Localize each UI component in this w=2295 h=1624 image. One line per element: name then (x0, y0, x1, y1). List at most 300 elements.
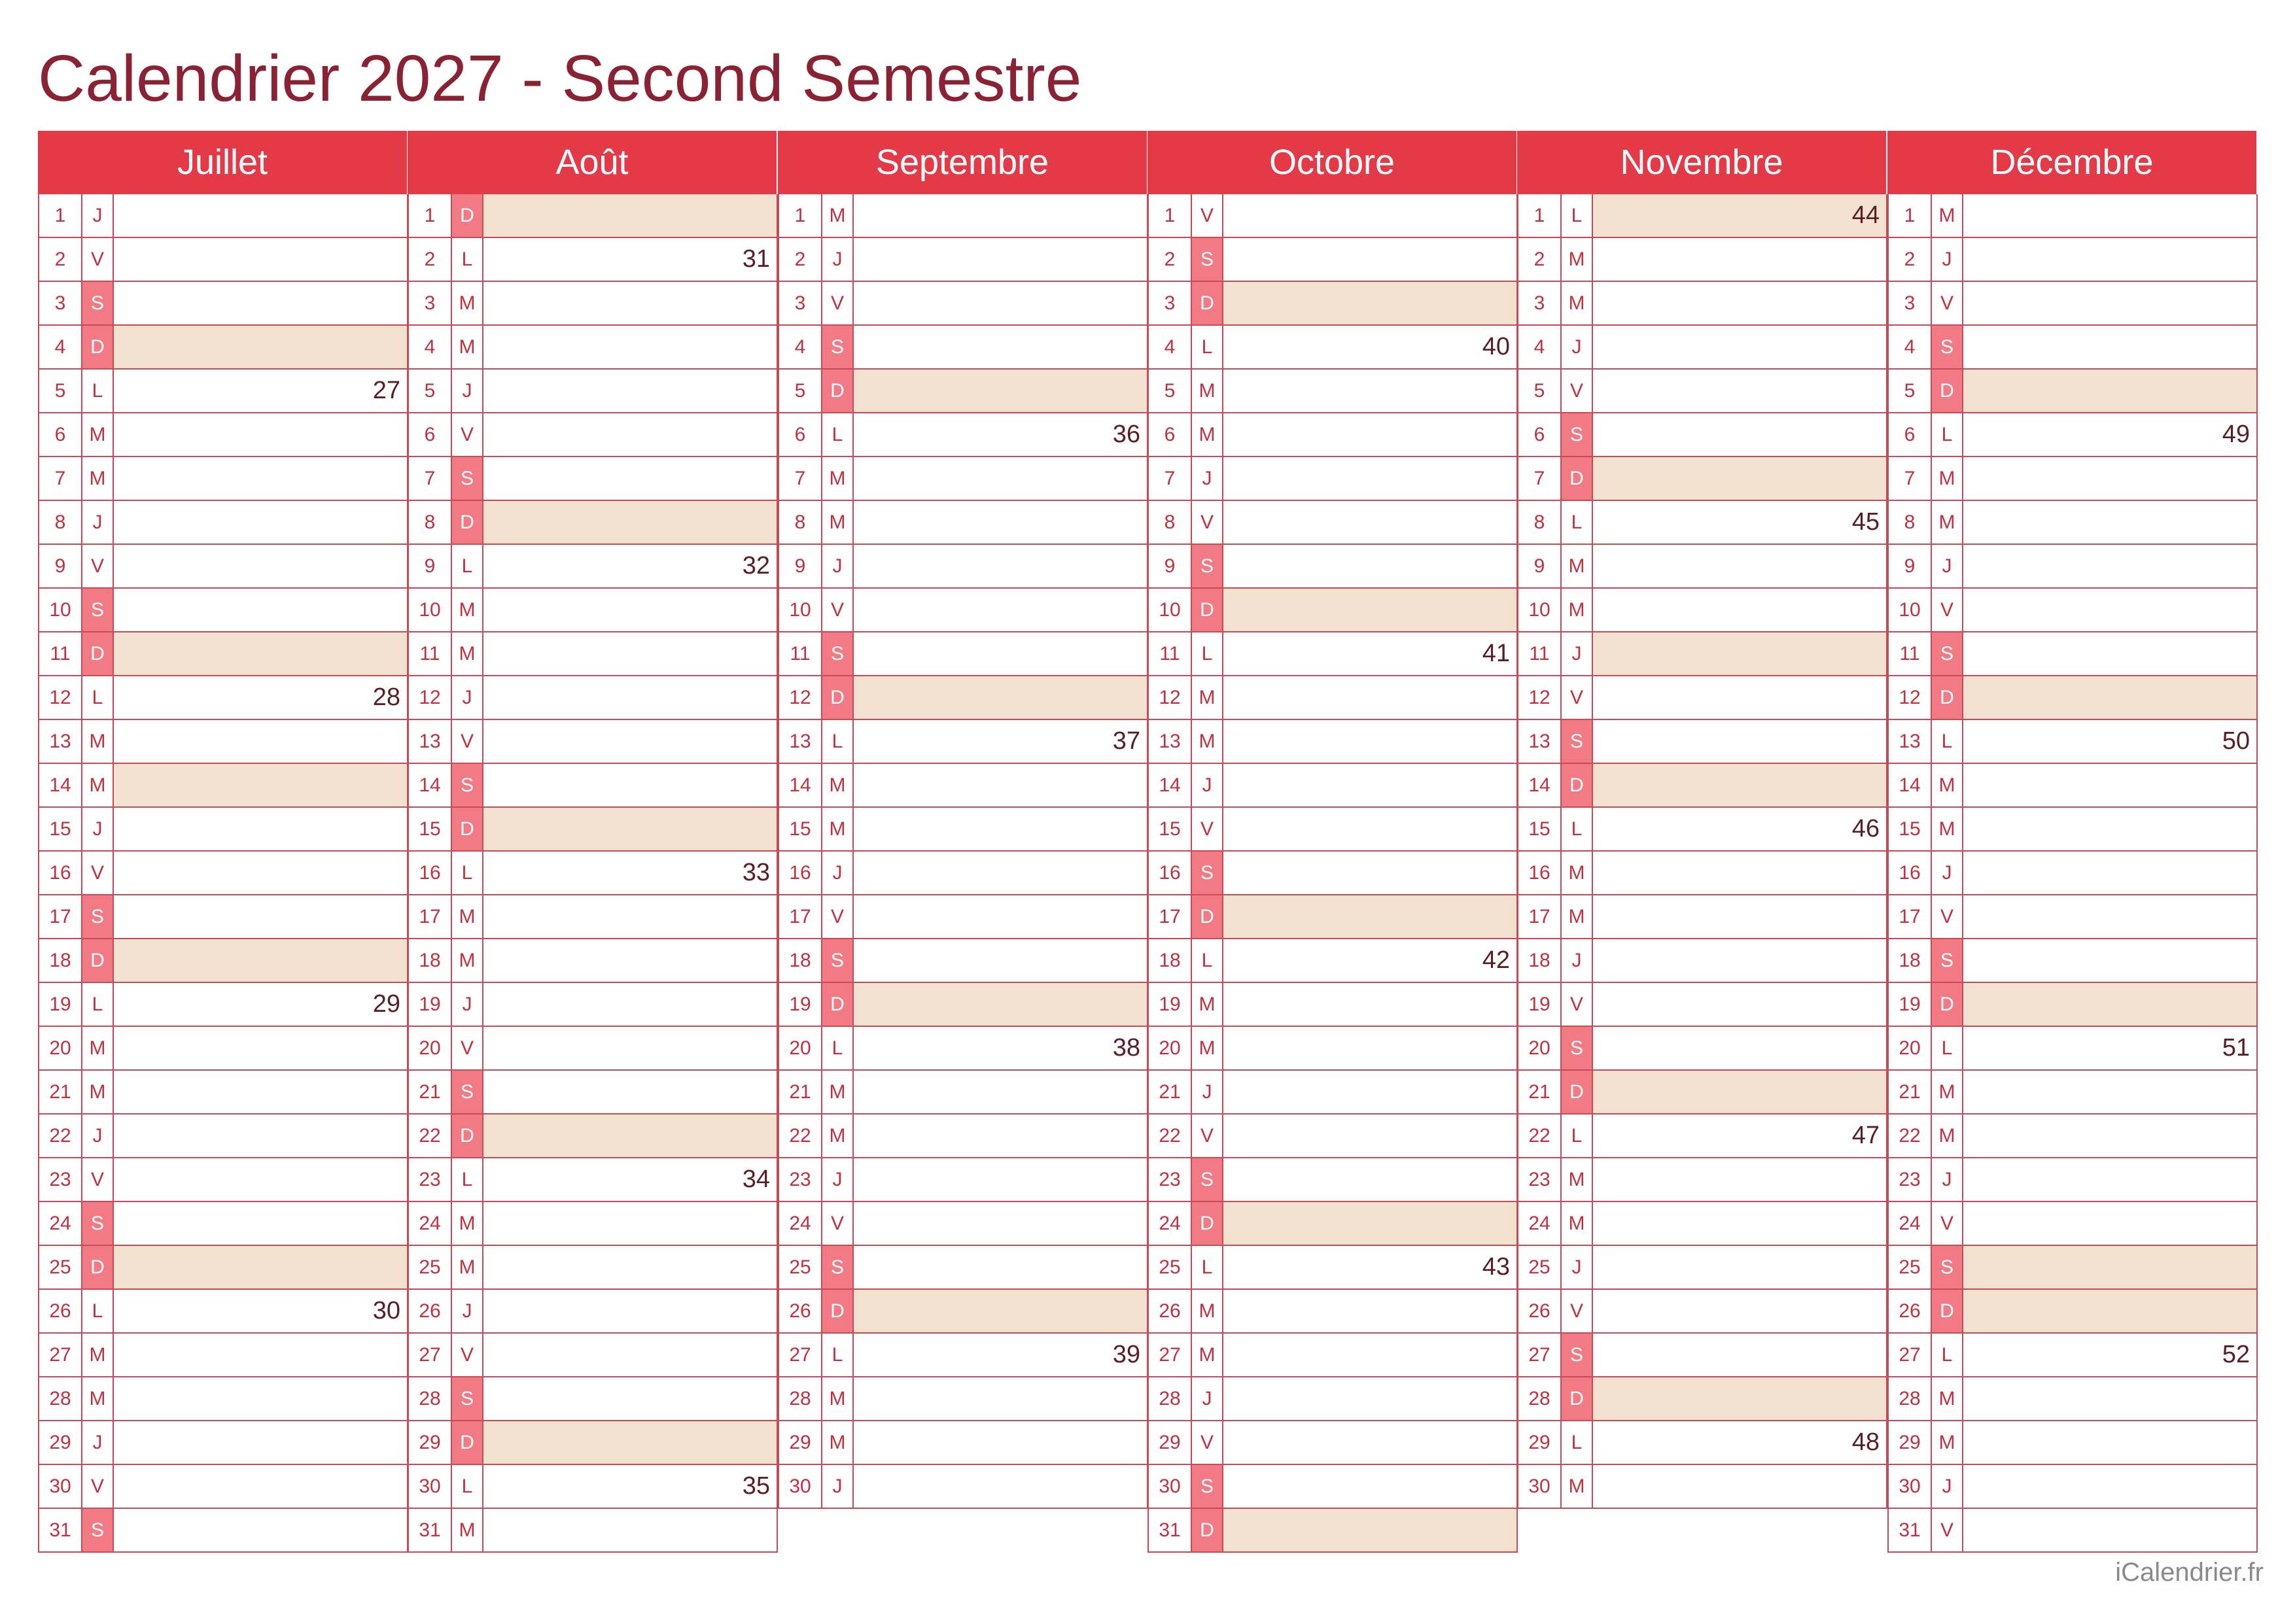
day-number: 19 (1518, 983, 1562, 1026)
day-letter: S (452, 1071, 483, 1113)
day-number: 9 (1518, 545, 1562, 587)
week-number: 44 (1851, 201, 1880, 229)
day-row (1517, 501, 1887, 545)
day-number: 3 (39, 282, 82, 324)
week-number: 36 (1112, 421, 1140, 448)
day-row (1517, 720, 1887, 764)
day-letter: M (1932, 1377, 1963, 1420)
day-row (1887, 1290, 2258, 1334)
day-number: 9 (1889, 545, 1932, 587)
day-number: 12 (1518, 676, 1562, 719)
day-letter: S (1192, 1158, 1223, 1201)
day-row (1517, 326, 1887, 370)
week-number: 37 (1112, 727, 1140, 755)
day-note-cell (854, 1377, 1147, 1420)
day-note-cell (483, 1071, 777, 1113)
day-note-cell (1223, 1290, 1516, 1332)
day-number: 27 (1518, 1334, 1562, 1376)
day-row (1887, 457, 2258, 501)
day-row (1887, 983, 2258, 1027)
day-number: 30 (1889, 1465, 1932, 1508)
day-number: 11 (779, 632, 822, 675)
day-number: 16 (409, 852, 452, 894)
day-letter: V (82, 545, 114, 587)
day-note-cell (1223, 194, 1516, 237)
day-letter: D (822, 370, 854, 412)
day-row (38, 194, 408, 238)
day-number: 10 (1518, 589, 1562, 631)
day-note-cell (1593, 720, 1886, 763)
day-letter: M (822, 1071, 854, 1113)
day-number: 25 (779, 1246, 822, 1288)
day-note-cell (854, 457, 1147, 500)
day-note-cell (854, 1334, 1147, 1376)
day-row (778, 1334, 1148, 1377)
day-note-cell (483, 501, 777, 544)
day-row (1887, 501, 2258, 545)
day-number: 17 (409, 895, 452, 938)
day-row (778, 238, 1148, 282)
day-number: 23 (409, 1158, 452, 1201)
day-letter: J (1562, 326, 1593, 368)
day-number: 25 (39, 1246, 82, 1288)
day-letter: M (1932, 501, 1963, 544)
day-row (778, 676, 1148, 720)
footer-credit: iCalendrier.fr (2115, 1558, 2264, 1587)
day-number: 14 (39, 764, 82, 806)
day-number: 23 (1149, 1158, 1192, 1201)
day-note-cell (114, 238, 407, 281)
day-number: 3 (1518, 282, 1562, 324)
day-number: 12 (1149, 676, 1192, 719)
day-row (1148, 194, 1518, 238)
day-note-cell (1963, 983, 2256, 1026)
day-number: 29 (1889, 1421, 1932, 1464)
day-row (38, 1114, 408, 1158)
day-note-cell (1963, 1027, 2256, 1069)
day-number: 29 (1518, 1421, 1562, 1464)
day-note-cell (114, 1334, 407, 1376)
day-number: 11 (409, 632, 452, 675)
day-number: 13 (409, 720, 452, 763)
day-row (1517, 1027, 1887, 1071)
day-row (408, 939, 778, 983)
week-number: 47 (1851, 1122, 1880, 1149)
day-row (408, 589, 778, 632)
day-number: 20 (39, 1027, 82, 1069)
day-row (778, 194, 1148, 238)
month-column (1517, 131, 1887, 1509)
day-number: 25 (409, 1246, 452, 1288)
day-row (38, 852, 408, 895)
day-note-cell (1963, 1421, 2256, 1464)
day-number: 25 (1149, 1246, 1192, 1288)
day-number: 20 (1518, 1027, 1562, 1069)
day-note-cell (483, 1114, 777, 1157)
day-row (1148, 676, 1518, 720)
day-note-cell (114, 1465, 407, 1508)
day-note-cell (1963, 632, 2256, 675)
day-note-cell (1223, 370, 1516, 412)
day-letter: J (1192, 457, 1223, 500)
day-row (1148, 895, 1518, 939)
day-number: 31 (409, 1509, 452, 1551)
day-row (38, 1377, 408, 1421)
day-row (38, 895, 408, 939)
day-note-cell (483, 1377, 777, 1420)
day-number: 28 (1518, 1377, 1562, 1420)
day-note-cell (1223, 545, 1516, 587)
day-note-cell (1223, 1246, 1516, 1288)
day-letter: S (1562, 413, 1593, 456)
day-note-cell (483, 852, 777, 894)
day-number: 1 (1149, 194, 1192, 237)
day-letter: M (1192, 1334, 1223, 1376)
day-note-cell (1223, 939, 1516, 982)
day-note-cell (854, 764, 1147, 806)
day-row (778, 1246, 1148, 1290)
month-header: Novembre (1517, 131, 1887, 194)
day-row (1517, 1377, 1887, 1421)
day-letter: J (1562, 632, 1593, 675)
day-row (1887, 326, 2258, 370)
day-number: 28 (1889, 1377, 1932, 1420)
day-row (1517, 895, 1887, 939)
day-row (1148, 501, 1518, 545)
day-letter: M (82, 413, 114, 456)
day-number: 20 (1149, 1027, 1192, 1069)
month-column (38, 131, 408, 1553)
day-letter: L (822, 413, 854, 456)
day-number: 7 (39, 457, 82, 500)
day-letter: L (82, 1290, 114, 1332)
day-number: 16 (1518, 852, 1562, 894)
day-letter: M (1192, 370, 1223, 412)
day-letter: S (1932, 939, 1963, 982)
day-row (408, 808, 778, 852)
day-note-cell (854, 1246, 1147, 1288)
day-note-cell (483, 983, 777, 1026)
week-number: 48 (1851, 1428, 1880, 1456)
day-letter: L (1562, 1114, 1593, 1157)
day-note-cell (483, 457, 777, 500)
day-number: 28 (409, 1377, 452, 1420)
day-row (1148, 939, 1518, 983)
day-number: 2 (1149, 238, 1192, 281)
day-letter: L (82, 370, 114, 412)
day-row (1887, 282, 2258, 326)
day-note-cell (1963, 764, 2256, 806)
month-column (1148, 131, 1518, 1553)
day-note-cell (1963, 720, 2256, 763)
day-note-cell (1963, 676, 2256, 719)
day-letter: J (82, 194, 114, 237)
day-note-cell (1593, 1334, 1886, 1376)
day-row (408, 282, 778, 326)
day-row (1887, 1158, 2258, 1202)
day-letter: M (82, 1071, 114, 1113)
day-row (778, 808, 1148, 852)
day-row (408, 413, 778, 457)
day-letter: V (822, 589, 854, 631)
day-note-cell (854, 632, 1147, 675)
day-letter: L (452, 1158, 483, 1201)
day-letter: L (822, 1334, 854, 1376)
day-note-cell (854, 895, 1147, 938)
day-row (408, 852, 778, 895)
day-row (778, 326, 1148, 370)
day-note-cell (114, 1071, 407, 1113)
day-letter: M (1562, 282, 1593, 324)
day-note-cell (1963, 1334, 2256, 1376)
day-letter: V (1932, 895, 1963, 938)
day-letter: J (1932, 1465, 1963, 1508)
day-number: 8 (39, 501, 82, 544)
day-note-cell (114, 1246, 407, 1288)
day-letter: D (1932, 1290, 1963, 1332)
day-row (408, 983, 778, 1027)
day-row (408, 1377, 778, 1421)
day-number: 21 (1149, 1071, 1192, 1113)
day-note-cell (1963, 370, 2256, 412)
day-note-cell (483, 238, 777, 281)
day-number: 19 (1889, 983, 1932, 1026)
day-number: 5 (1149, 370, 1192, 412)
day-note-cell (114, 983, 407, 1026)
day-row (1517, 238, 1887, 282)
day-number: 5 (779, 370, 822, 412)
day-number: 18 (1889, 939, 1932, 982)
day-row (1148, 589, 1518, 632)
day-letter: M (82, 720, 114, 763)
day-number: 26 (409, 1290, 452, 1332)
day-number: 28 (39, 1377, 82, 1420)
day-number: 4 (1149, 326, 1192, 368)
day-number: 13 (39, 720, 82, 763)
day-number: 9 (779, 545, 822, 587)
day-note-cell (114, 852, 407, 894)
day-row (38, 413, 408, 457)
day-note-cell (114, 1421, 407, 1464)
day-note-cell (114, 1158, 407, 1201)
day-row (778, 282, 1148, 326)
day-letter: D (822, 983, 854, 1026)
day-letter: J (822, 1158, 854, 1201)
day-letter: M (1932, 1421, 1963, 1464)
day-note-cell (114, 457, 407, 500)
day-letter: M (1932, 808, 1963, 850)
day-letter: S (452, 764, 483, 806)
day-letter: J (82, 808, 114, 850)
day-number: 11 (39, 632, 82, 675)
day-row (778, 501, 1148, 545)
day-row (1887, 1465, 2258, 1509)
day-number: 22 (779, 1114, 822, 1157)
day-letter: M (82, 1334, 114, 1376)
day-letter: L (1932, 720, 1963, 763)
day-row (1887, 1114, 2258, 1158)
day-number: 18 (1518, 939, 1562, 982)
day-number: 14 (409, 764, 452, 806)
day-letter: D (1192, 1509, 1223, 1551)
day-number: 22 (1149, 1114, 1192, 1157)
day-number: 21 (409, 1071, 452, 1113)
day-row (38, 238, 408, 282)
day-note-cell (854, 1290, 1147, 1332)
day-letter: J (452, 676, 483, 719)
day-row (408, 1071, 778, 1114)
day-row (38, 589, 408, 632)
day-row (408, 501, 778, 545)
day-note-cell (483, 808, 777, 850)
week-number: 39 (1112, 1341, 1140, 1368)
day-row (1148, 370, 1518, 413)
day-note-cell (854, 1158, 1147, 1201)
day-row (1887, 1377, 2258, 1421)
day-note-cell (1963, 1509, 2256, 1551)
day-number: 26 (779, 1290, 822, 1332)
day-note-cell (483, 1334, 777, 1376)
day-letter: J (452, 983, 483, 1026)
day-row (38, 1071, 408, 1114)
week-number: 32 (742, 552, 770, 579)
day-note-cell (114, 1290, 407, 1332)
day-row (1517, 1465, 1887, 1509)
day-letter: S (1562, 1027, 1593, 1069)
day-note-cell (1963, 1465, 2256, 1508)
day-letter: S (82, 589, 114, 631)
day-number: 17 (39, 895, 82, 938)
day-letter: J (1562, 1246, 1593, 1288)
day-row (1887, 589, 2258, 632)
day-note-cell (1593, 1246, 1886, 1288)
day-letter: L (1192, 1246, 1223, 1288)
day-row (1887, 1071, 2258, 1114)
day-note-cell (1593, 1465, 1886, 1508)
day-number: 6 (1149, 413, 1192, 456)
day-note-cell (854, 589, 1147, 631)
day-note-cell (1963, 501, 2256, 544)
day-letter: J (1932, 1158, 1963, 1201)
day-row (1517, 457, 1887, 501)
day-letter: L (1562, 501, 1593, 544)
day-row (1517, 764, 1887, 808)
day-note-cell (1593, 413, 1886, 456)
day-letter: D (452, 501, 483, 544)
day-note-cell (1963, 1114, 2256, 1157)
day-letter: S (1192, 852, 1223, 894)
week-number: 42 (1482, 946, 1510, 974)
day-row (778, 852, 1148, 895)
day-row (1517, 282, 1887, 326)
day-row (408, 1114, 778, 1158)
day-row (38, 1509, 408, 1553)
day-note-cell (1593, 1377, 1886, 1420)
day-note-cell (114, 1114, 407, 1157)
week-number: 41 (1482, 640, 1510, 667)
day-letter: M (82, 764, 114, 806)
day-row (408, 238, 778, 282)
day-letter: D (1562, 764, 1593, 806)
day-letter: V (822, 895, 854, 938)
week-number: 31 (742, 245, 770, 273)
day-row (778, 632, 1148, 676)
day-row (1148, 545, 1518, 589)
day-row (1517, 632, 1887, 676)
day-number: 8 (1889, 501, 1932, 544)
day-letter: V (822, 282, 854, 324)
day-letter: M (1562, 238, 1593, 281)
day-note-cell (1223, 282, 1516, 324)
day-row (408, 545, 778, 589)
day-letter: M (822, 194, 854, 237)
day-letter: M (1562, 1158, 1593, 1201)
day-note-cell (483, 676, 777, 719)
day-note-cell (1593, 545, 1886, 587)
day-note-cell (483, 1509, 777, 1551)
day-row (778, 1071, 1148, 1114)
day-letter: M (822, 1114, 854, 1157)
day-number: 14 (1889, 764, 1932, 806)
day-row (1148, 1202, 1518, 1246)
day-number: 8 (779, 501, 822, 544)
day-row (778, 457, 1148, 501)
day-number: 25 (1889, 1246, 1932, 1288)
day-letter: J (82, 1421, 114, 1464)
day-row (1887, 764, 2258, 808)
day-letter: S (1932, 326, 1963, 368)
day-note-cell (1223, 632, 1516, 675)
day-row (1517, 1421, 1887, 1465)
day-note-cell (1593, 764, 1886, 806)
day-note-cell (114, 1202, 407, 1245)
day-row (1517, 983, 1887, 1027)
day-row (1148, 1246, 1518, 1290)
week-number: 27 (372, 377, 400, 404)
month-header: Octobre (1148, 131, 1518, 194)
day-letter: D (1192, 589, 1223, 631)
day-number: 24 (39, 1202, 82, 1245)
day-note-cell (1963, 1158, 2256, 1201)
day-row (778, 545, 1148, 589)
day-letter: M (1192, 983, 1223, 1026)
day-note-cell (854, 1465, 1147, 1508)
day-note-cell (1963, 545, 2256, 587)
day-row (1148, 808, 1518, 852)
day-number: 3 (779, 282, 822, 324)
day-letter: V (452, 720, 483, 763)
day-letter: V (1192, 194, 1223, 237)
day-note-cell (1963, 895, 2256, 938)
day-number: 2 (39, 238, 82, 281)
day-note-cell (854, 1114, 1147, 1157)
day-number: 1 (39, 194, 82, 237)
day-row (38, 939, 408, 983)
day-number: 16 (1889, 852, 1932, 894)
day-letter: M (82, 1377, 114, 1420)
day-letter: V (82, 852, 114, 894)
day-letter: S (82, 282, 114, 324)
day-number: 31 (1889, 1509, 1932, 1551)
day-letter: V (82, 1158, 114, 1201)
day-row (1517, 1158, 1887, 1202)
day-letter: S (822, 326, 854, 368)
day-letter: L (82, 983, 114, 1026)
day-number: 21 (1518, 1071, 1562, 1113)
day-row (38, 457, 408, 501)
day-note-cell (483, 194, 777, 237)
day-row (1887, 194, 2258, 238)
